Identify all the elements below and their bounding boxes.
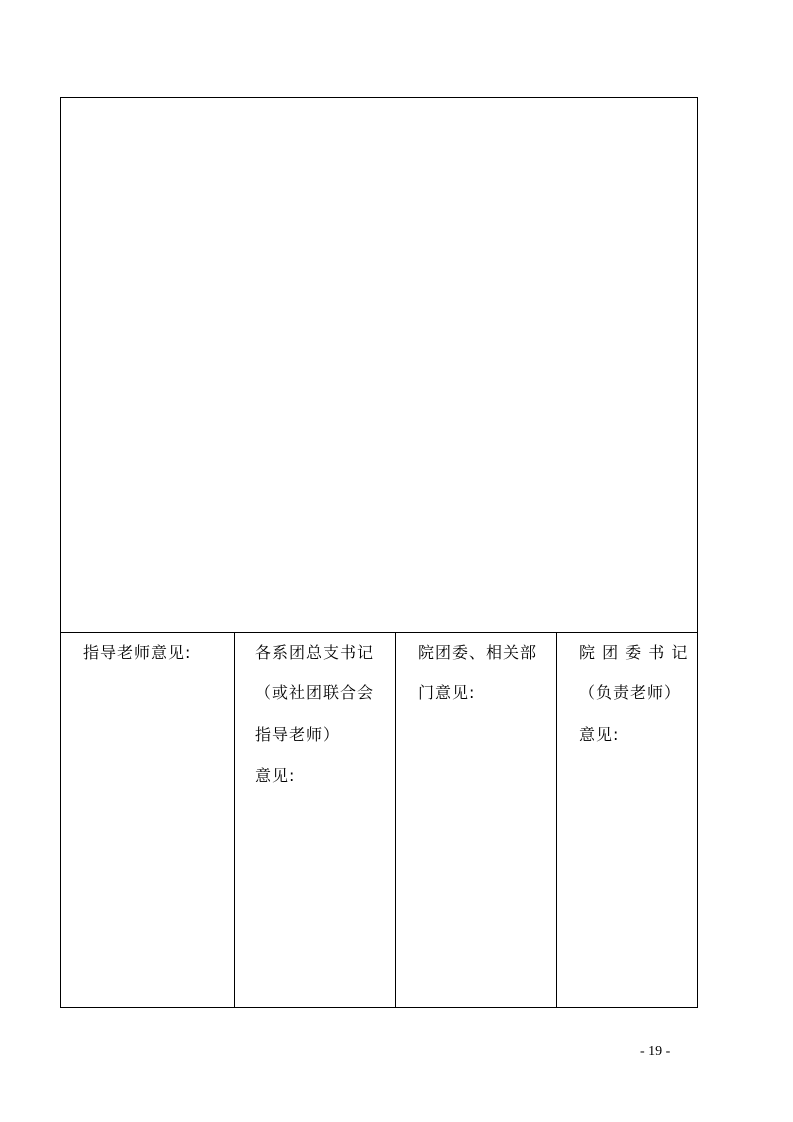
content-blank-area [61, 98, 697, 633]
department-secretary-label-line-3: 指导老师） [255, 725, 341, 744]
advisor-opinion-cell [61, 633, 235, 1007]
approval-form-table [60, 97, 698, 1008]
department-secretary-label-line-1: 各系团总支书记 [255, 643, 375, 662]
youth-league-secretary-label-line-1: 院 团 委 书 记 [579, 643, 689, 662]
department-secretary-label-line-2: （或社团联合会 [255, 683, 375, 702]
youth-league-department-label-line-1: 院团委、相关部 [418, 643, 538, 662]
youth-league-secretary-opinion-cell [557, 633, 697, 1007]
department-secretary-opinion-cell [235, 633, 396, 1007]
youth-league-secretary-label-line-3: 意见: [579, 725, 620, 744]
youth-league-department-opinion-cell [396, 633, 557, 1007]
youth-league-secretary-label-line-2: （负责老师） [579, 683, 682, 702]
advisor-opinion-label: 指导老师意见: [83, 643, 192, 662]
page-number: - 19 - [640, 1044, 671, 1059]
youth-league-department-label-line-2: 门意见: [418, 683, 476, 702]
department-secretary-label-line-4: 意见: [255, 766, 296, 785]
